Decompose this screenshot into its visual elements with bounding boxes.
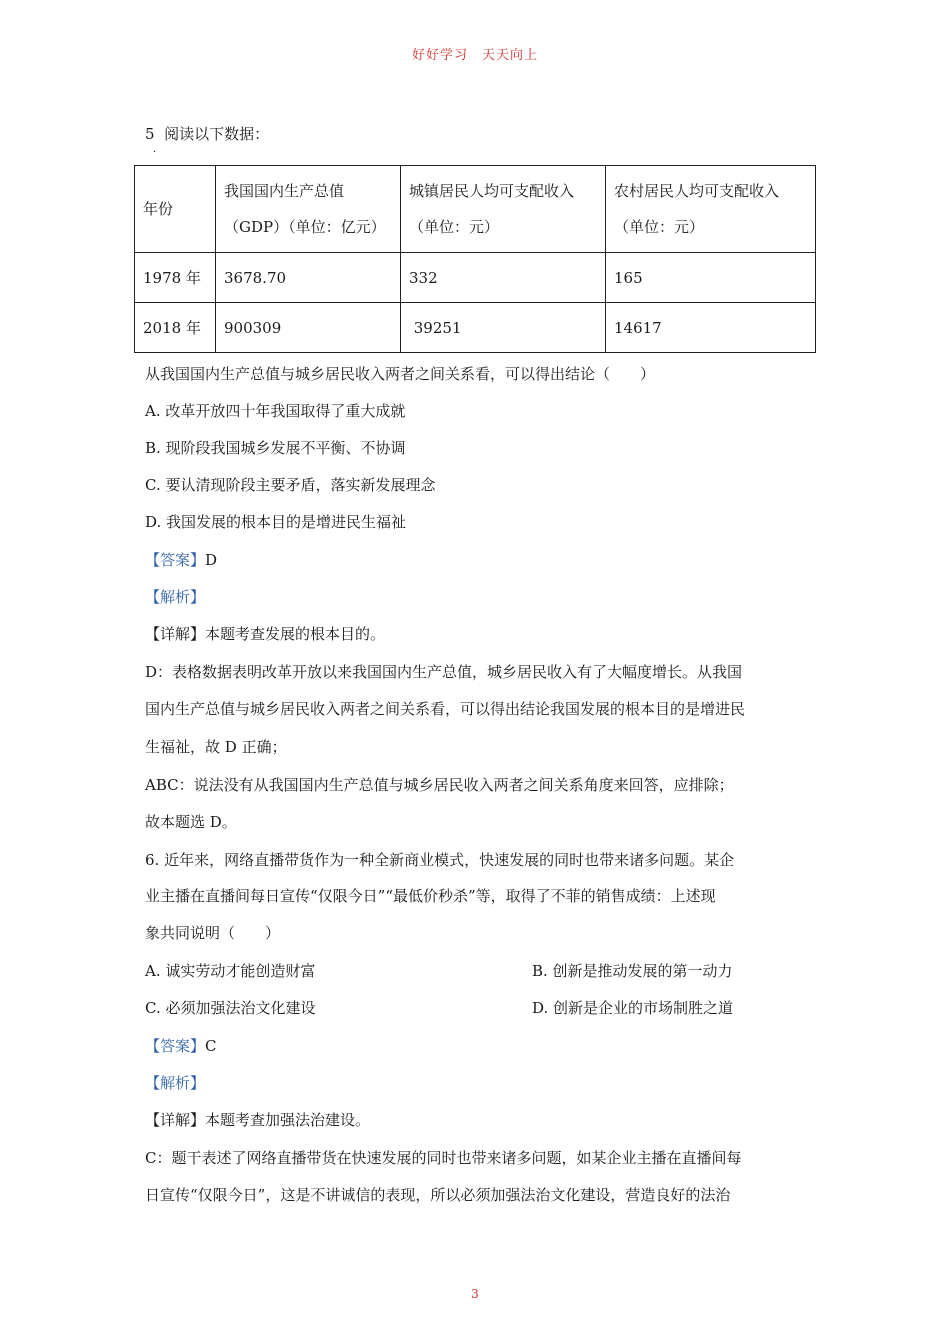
table-row — [135, 303, 816, 353]
table-header-cell — [135, 166, 216, 253]
explanation-line: 故本题选 D。 — [145, 813, 237, 831]
answer-line — [145, 550, 217, 570]
table-cell: 3678.70 — [216, 253, 401, 303]
question-6-stem: 业主播在直播间每日宣传“仅限今日”“最低价秒杀”等，取得了不菲的销售成绩：上述现 — [145, 887, 716, 905]
answer-value: D — [205, 551, 218, 569]
detail-tag: 【详解】 — [145, 625, 206, 643]
option-b: B. 现阶段我国城乡发展不平衡、不协调 — [145, 439, 406, 457]
detail-tag: 【详解】 — [145, 1111, 206, 1129]
option-b: B. 创新是推动发展的第一动力 — [532, 962, 733, 980]
analysis-tag: 【解析】 — [145, 588, 206, 606]
explanation-line: 日宣传“仅限今日”，这是不讲诚信的表现，所以必须加强法治文化建设，营造良好的法治 — [145, 1186, 731, 1204]
answer-line — [145, 1036, 217, 1056]
answer-tag: 【答案】 — [145, 551, 206, 569]
header-line: 城镇居民人均可支配收入 — [409, 182, 575, 200]
option-c: C. 必须加强法治文化建设 — [145, 999, 316, 1017]
analysis-tag: 【解析】 — [145, 1074, 206, 1092]
table-cell: 332 — [401, 253, 606, 303]
table-header-cell — [606, 166, 816, 253]
header-line: 年份 — [143, 200, 174, 218]
table-cell: 39251 — [401, 303, 606, 353]
table-cell: 2018 年 — [135, 303, 216, 353]
header-line: （单位：元） — [409, 218, 500, 236]
question-stem: 阅读以下数据： — [164, 125, 270, 143]
data-table — [134, 165, 816, 353]
detail-line — [145, 1110, 370, 1130]
question-5-stem — [145, 124, 269, 144]
page-header-slogan: 好好学习 天天向上 — [411, 48, 538, 63]
option-a: A. 改革开放四十年我国取得了重大成就 — [145, 402, 406, 420]
table-header-cell — [401, 166, 606, 253]
stray-dot: · — [153, 147, 157, 158]
explanation-line: 国内生产总值与城乡居民收入两者之间关系看，可以得出结论我国发展的根本目的是增进民 — [145, 700, 746, 718]
option-d: D. 创新是企业的市场制胜之道 — [532, 999, 734, 1017]
option-d: D. 我国发展的根本目的是增进民生福祉 — [145, 513, 407, 531]
table-header-cell — [216, 166, 401, 253]
explanation-line: D：表格数据表明改革开放以来我国国内生产总值，城乡居民收入有了大幅度增长。从我国 — [145, 663, 743, 681]
question-6-stem: 象共同说明（ ） — [145, 924, 281, 942]
page-number: 3 — [471, 1287, 479, 1301]
option-c: C. 要认清现阶段主要矛盾，落实新发展理念 — [145, 476, 436, 494]
table-cell: 165 — [606, 253, 816, 303]
table-row — [135, 253, 816, 303]
detail-text: 本题考查发展的根本目的。 — [205, 625, 386, 643]
explanation-line: C：题干表述了网络直播带货在快速发展的同时也带来诸多问题，如某企业主播在直播间每 — [145, 1149, 742, 1167]
question-5-prompt: 从我国国内生产总值与城乡居民收入两者之间关系看，可以得出结论（ ） — [145, 365, 656, 383]
explanation-line: ABC：说法没有从我国国内生产总值与城乡居民收入两者之间关系角度来回答，应排除； — [145, 776, 734, 794]
detail-line — [145, 624, 385, 644]
table-cell: 14617 — [606, 303, 816, 353]
answer-value: C — [205, 1037, 217, 1055]
explanation-line: 生福祉，故 D 正确； — [145, 738, 287, 756]
header-line: 我国国内生产总值 — [224, 182, 345, 200]
question-number: 5 — [145, 125, 155, 143]
table-cell: 900309 — [216, 303, 401, 353]
question-6-stem: 6. 近年来，网络直播带货作为一种全新商业模式，快速发展的同时也带来诸多问题。某企 — [145, 851, 735, 869]
option-a: A. 诚实劳动才能创造财富 — [145, 962, 316, 980]
header-line: （单位：元） — [614, 218, 705, 236]
table-cell: 1978 年 — [135, 253, 216, 303]
header-line: （GDP）（单位：亿元） — [224, 218, 386, 236]
answer-tag: 【答案】 — [145, 1037, 206, 1055]
table-header-row — [135, 166, 816, 253]
header-line: 农村居民人均可支配收入 — [614, 182, 780, 200]
detail-text: 本题考查加强法治建设。 — [205, 1111, 371, 1129]
